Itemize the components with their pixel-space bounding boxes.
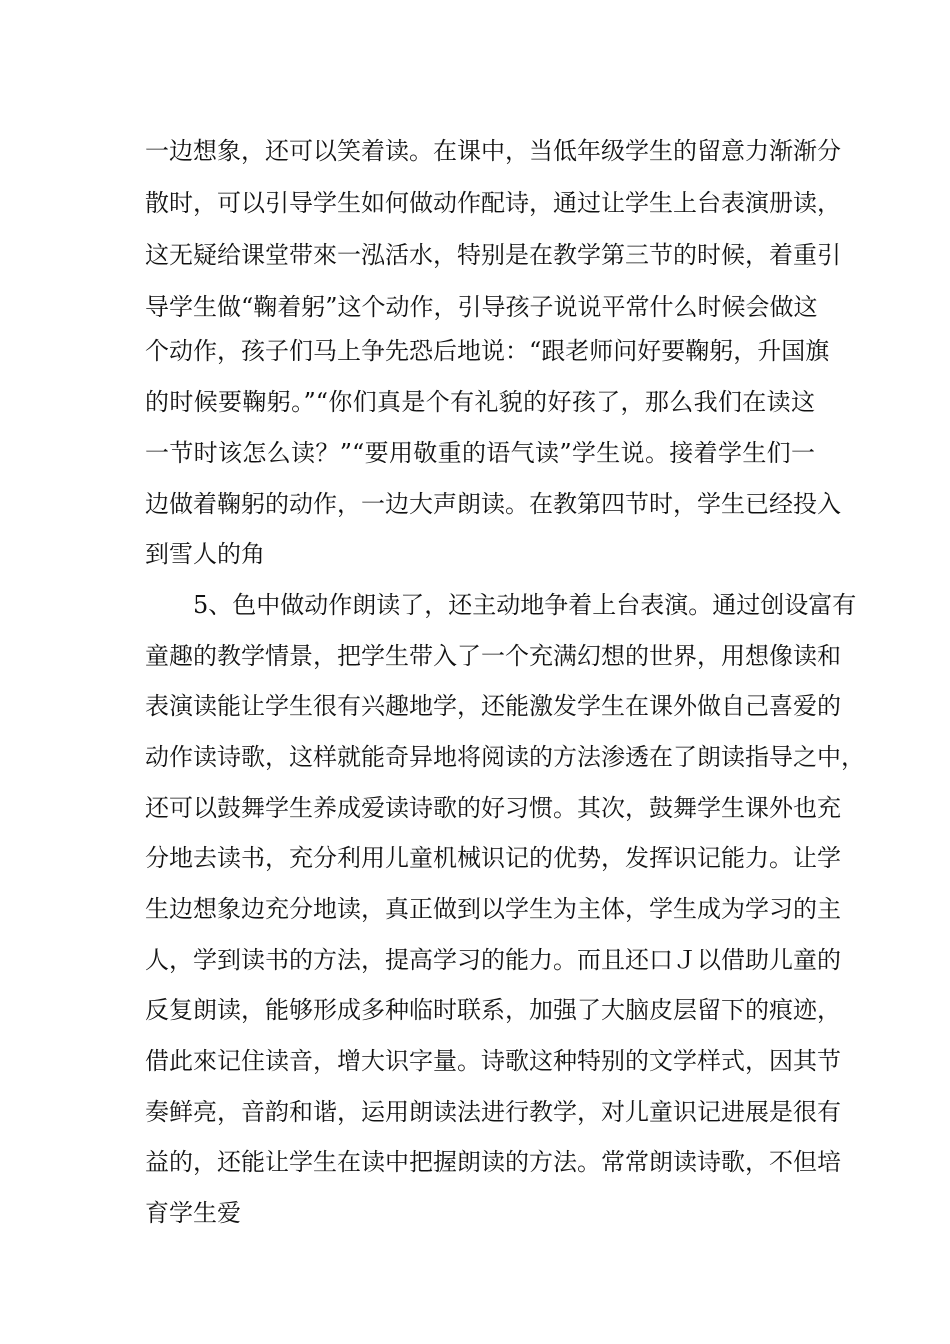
text-line: 人，学到读书的方法，提高学习的能力。而且还口Ｊ以借助儿童的 <box>145 946 841 974</box>
text-line: 一边想象，还可以笑着读。在课中，当低年级学生的留意力渐渐分 <box>145 137 841 165</box>
text-line: 边做着鞠躬的动作，一边大声朗读。在教第四节时，学生已经投入 <box>145 490 841 518</box>
text-line: 到雪人的角 <box>145 540 265 568</box>
text-line: 动作读诗歌，这样就能奇异地将阅读的方法渗透在了朗读指导之中， <box>145 743 865 771</box>
text-line: 散时，可以引导学生如何做动作配诗，通过让学生上台表演册读， <box>145 189 841 217</box>
text-line: 个动作，孩子们马上争先恐后地说：“跟老师问好要鞠躬，升国旗 <box>145 337 830 365</box>
text-line: 奏鲜亮，音韵和谐，运用朗读法进行教学，对儿童识记进展是很有 <box>145 1098 841 1126</box>
text-line: 童趣的教学情景，把学生带入了一个充满幻想的世界，用想像读和 <box>145 642 841 670</box>
text-line: 生边想象边充分地读，真正做到以学生为主体，学生成为学习的主 <box>145 895 841 923</box>
text-line: 分地去读书，充分利用儿童机械识记的优势，发挥识记能力。让学 <box>145 844 841 872</box>
text-line: 一节时该怎么读？”“要用敬重的语气读”学生说。接着学生们一 <box>145 439 815 467</box>
text-line: 还可以鼓舞学生养成爱读诗歌的好习惯。其次，鼓舞学生课外也充 <box>145 794 841 822</box>
text-line: 表演读能让学生很有兴趣地学，还能激发学生在课外做自己喜爱的 <box>145 692 841 720</box>
text-line: 的时候要鞠躬。”“你们真是个有礼貌的好孩了，那么我们在读这 <box>145 388 815 416</box>
text-line: 借此來记住读音，增大识字量。诗歌这种特别的文学样式，因其节 <box>145 1047 841 1075</box>
text-line: 益的，还能让学生在读中把握朗读的方法。常常朗读诗歌，不但培 <box>145 1148 841 1176</box>
text-line: 5、色中做动作朗读了，还主动地争着上台表演。通过创设富有 <box>193 591 857 619</box>
text-line: 这无疑给课堂带來一泓活水，特别是在教学第三节的时候，着重引 <box>145 241 841 269</box>
text-line: 导学生做“鞠着躬”这个动作，引导孩子说说平常什么时候会做这 <box>145 293 818 321</box>
text-line: 育学生爱 <box>145 1199 241 1227</box>
text-line: 反复朗读，能够形成多种临时联系，加强了大脑皮层留下的痕迹， <box>145 996 841 1024</box>
